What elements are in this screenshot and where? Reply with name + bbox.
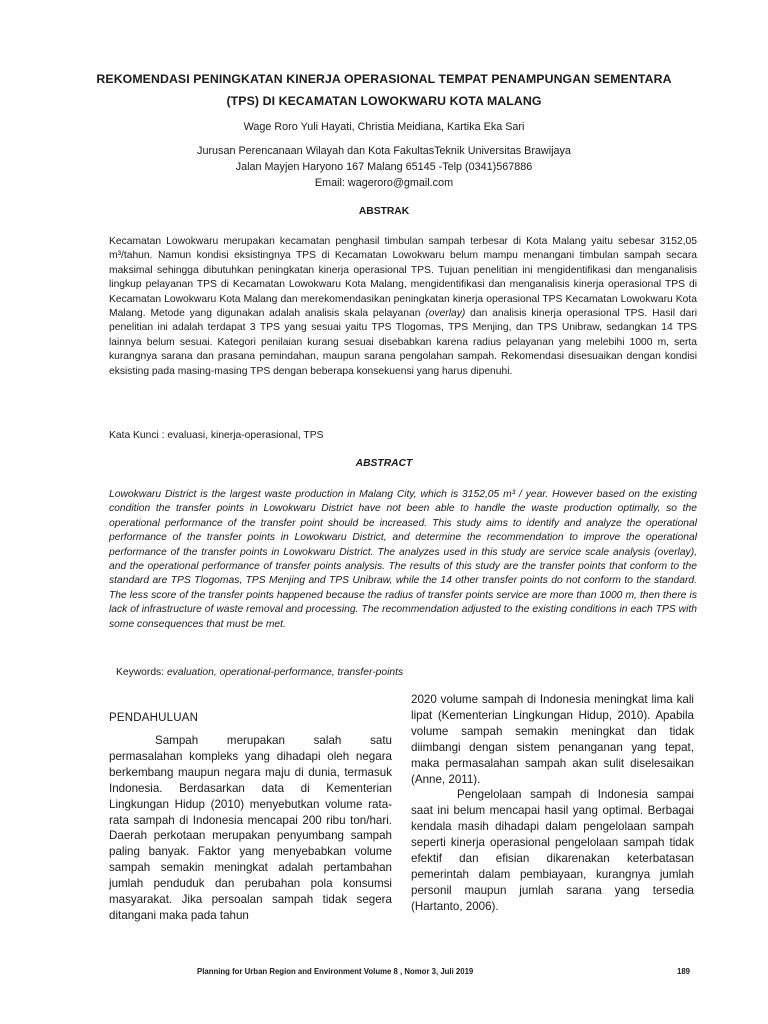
author-email: Email: wageroro@gmail.com: [314, 177, 454, 189]
abstrak-text-part1: Kecamatan Lowokwaru merupakan kecamatan penghasil timbulan sampah terbesar di Kota Malang yaitu sebesar 3152,05 m³/tahun. Namun kondisi eksistingnya TPS di Kecamatan Lowokwaru belum mampu menangani timbulan sampah secara maksimal sehingga dibutuhkan peningkatan kinerja operasional TPS. Tujuan penelitian ini mengidentifikasi dan menganalisis lingkup pelayanan TPS di Kecamatan Lowokwaru Kota Malang, mengidentifikasi dan menganalisis kinerja operasional TPS di Kecamatan Lowokwaru Kota Malang dan merekomendasikan peningkatan kinerja operasional TPS Kecamatan Lowokwaru Kota Malang. Metode yang digunakan adalah analisis skala pelayanan: [109, 236, 697, 320]
abstract-heading: ABSTRACT: [355, 458, 413, 469]
section-heading-pendahuluan: PENDAHULUAN: [109, 712, 199, 724]
right-column-paragraph-1: 2020 volume sampah di Indonesia meningkat lima kali lipat (Kementerian Lingkungan Hidup, 2010). Apabila volume sampah semakin meningkat dan tidak diimbangi dengan sistem penanganan yang tepat, maka permasalahan sampah akan sulit diselesaikan (Anne, 2011).: [411, 693, 694, 786]
abstrak-text-italic: (overlay): [425, 308, 466, 320]
kata-kunci: Kata Kunci : evaluasi, kinerja-operasional, TPS: [109, 430, 324, 441]
right-column: [411, 692, 694, 915]
footer-page-number: 189: [677, 967, 691, 976]
left-column-paragraph: Sampah merupakan salah satu permasalahan kompleks yang dihadapi oleh negara berkembang maupun negara maju di dunia, termasuk Indonesia. Berdasarkan data di Kementerian Lingkungan Hidup (2010) menyebutkan volume rata-rata sampah di Indonesia mencapai 200 ribu ton/hari. Daerah perkotaan merupakan penyumbang sampah paling banyak. Faktor yang menyebabkan volume sampah semakin meningkat adalah pertambahan jumlah penduduk dan perubahan pola konsumsi masyarakat. Jika persoalan sampah tidak segera ditangani maka pada tahun: [109, 734, 392, 922]
affiliation-line-2: Jalan Mayjen Haryono 167 Malang 65145 -Telp (0341)567886: [235, 161, 533, 173]
paper-title: REKOMENDASI PENINGKATAN KINERJA OPERASIONAL TEMPAT PENAMPUNGAN SEMENTARA (TPS) DI KECAMATAN LOWOKWARU KOTA MALANG: [96, 72, 672, 108]
keywords-line: [116, 667, 403, 678]
affiliation-block: [90, 143, 678, 191]
abstrak-heading: ABSTRAK: [358, 206, 410, 217]
keywords-values: evaluation, operational-performance, transfer-points: [166, 667, 404, 678]
footer-journal: Planning for Urban Region and Environment Volume 8 , Nomor 3, Juli 2019: [197, 967, 474, 976]
affiliation-line-1: Jurusan Perencanaan Wilayah dan Kota FakultasTeknik Universitas Brawijaya: [197, 145, 571, 157]
abstrak-text: [109, 235, 697, 379]
abstract-text: Lowokwaru District is the largest waste production in Malang City, which is 3152,05 m³ / year. However based on the existing condition the transfer points in Lowokwaru District have not been able to handle the waste production optimally, so the operational performance of the transfer point should be increased. This study aims to identify and analyze the operational performance of the transfer points in Lowokwaru District, and determine the recommendation to improve the operational performance of the transfer points in Lowokwaru District. The analyzes used in this study are service scale analysis (overlay), and the operational performance of transfer points analysis. The results of this study are the transfer points that conform to the standard are TPS Tlogomas, TPS Menjing and TPS Unibraw, while the 14 other transfer points do not conform to the standard. The less score of the transfer points happened because the radius of transfer points service are more than 1000 m, then there is lack of infrastructure of waste removal and processing. The recommendation adjusted to the existing conditions in each TPS with some consequences that must be met.: [109, 489, 697, 630]
right-column-paragraph-2: Pengelolaan sampah di Indonesia sampai saat ini belum mencapai hasil yang optimal. Berbagai kendala masih dihadapi dalam pengelolaan sampah seperti kinerja operasional pengelolaan sampah tidak efektif dan efisian dikarenakan keterbatasan pemerintah dalam pembiayaan, kurangnya jumlah personil maupun jumlah sarana yang tersedia (Hartanto, 2006).: [411, 788, 694, 913]
left-column: [109, 733, 392, 924]
abstrak-text-part2: dan analisis kinerja operasional TPS. Hasil dari penelitian ini adalah terdapat 3 TPS yang sesuai yaitu TPS Tlogomas, TPS Menjing, dan TPS Unibraw, sedangkan 14 TPS lainnya belum sesuai. Kategori penilaian kurang sesuai disebabkan karena radius pelayanan yang melebihi 1000 m, serta kurangnya sarana dan prasana pemindahan, maupun sarana pengolahan sampah. Rekomendasi disesuaikan dengan kondisi eksisting pada masing-masing TPS dengan beberapa konsekuensi yang harus dipenuhi.: [109, 308, 697, 377]
keywords-label: Keywords:: [116, 667, 167, 678]
author-list: Wage Roro Yuli Hayati, Christia Meidiana, Kartika Eka Sari: [243, 121, 525, 133]
